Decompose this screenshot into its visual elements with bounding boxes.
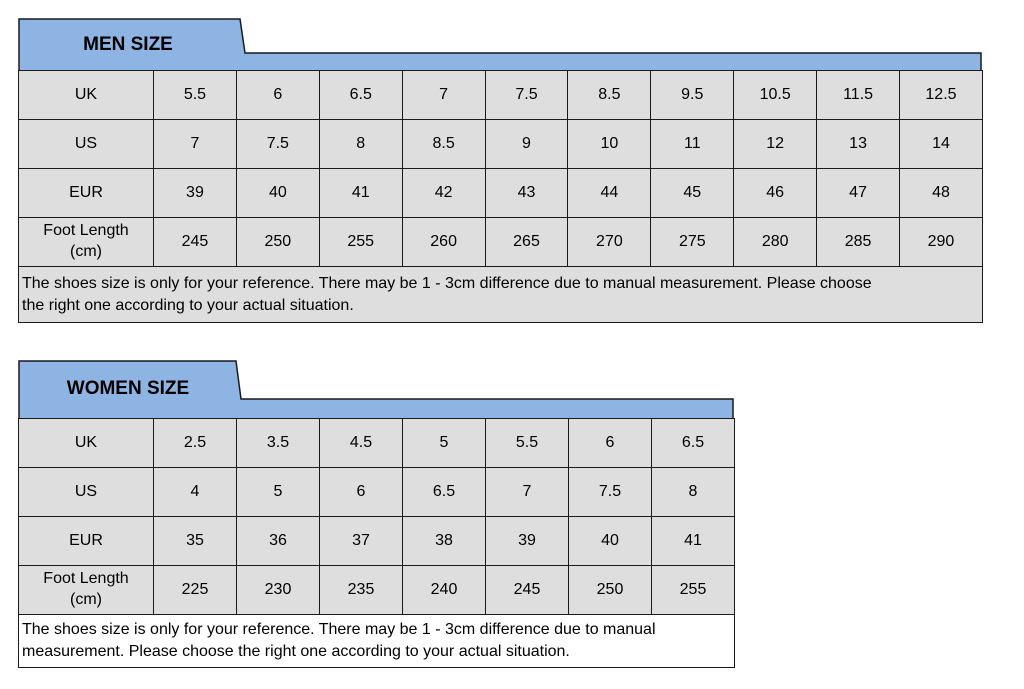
row-label-uk: UK	[19, 419, 154, 468]
size-cell: 6.5	[403, 468, 486, 517]
size-cell: 255	[319, 218, 402, 267]
row-label-line: Foot Length	[43, 222, 129, 240]
size-cell: 41	[652, 517, 735, 566]
note-line: The shoes size is only for your reference. There may be 1 - 3cm difference due to manual measurement. Please choose	[22, 274, 872, 292]
row-label-line: Foot Length	[43, 570, 129, 588]
men-size-title: MEN SIZE	[83, 34, 173, 55]
men-note	[19, 267, 983, 323]
size-cell: 245	[154, 218, 237, 267]
size-cell: 7	[154, 120, 237, 169]
size-cell: 250	[569, 566, 652, 615]
size-cell: 250	[236, 218, 319, 267]
row-label-unit: (cm)	[70, 591, 102, 608]
size-cell: 8.5	[402, 120, 485, 169]
size-cell: 240	[403, 566, 486, 615]
size-cell: 7	[486, 468, 569, 517]
size-cell: 36	[237, 517, 320, 566]
size-cell: 230	[237, 566, 320, 615]
size-cell: 13	[817, 120, 900, 169]
note-line: The shoes size is only for your reference. There may be 1 - 3cm difference due to manual	[22, 621, 656, 638]
size-cell: 44	[568, 169, 651, 218]
size-cell: 46	[734, 169, 817, 218]
size-cell: 6	[236, 71, 319, 120]
size-cell: 10.5	[734, 71, 817, 120]
note-line: the right one according to your actual situation.	[22, 296, 354, 314]
size-cell: 8.5	[568, 71, 651, 120]
note-line: measurement. Please choose the right one according to your actual situation.	[22, 643, 570, 660]
size-cell: 260	[402, 218, 485, 267]
row-label-us: US	[19, 468, 154, 517]
men-row-uk	[19, 71, 983, 120]
size-cell: 37	[320, 517, 403, 566]
row-label-foot-length	[19, 218, 154, 267]
size-cell: 285	[817, 218, 900, 267]
size-cell: 225	[154, 566, 237, 615]
women-row-us	[19, 468, 735, 517]
women-size-table	[18, 418, 735, 668]
row-label-foot-length	[19, 566, 154, 615]
size-cell: 48	[900, 169, 983, 218]
size-cell: 280	[734, 218, 817, 267]
men-size-table	[18, 70, 983, 323]
size-cell: 4.5	[320, 419, 403, 468]
women-row-eur	[19, 517, 735, 566]
size-cell: 245	[486, 566, 569, 615]
women-size-title: WOMEN SIZE	[66, 378, 190, 399]
size-cell: 235	[320, 566, 403, 615]
size-cell: 42	[402, 169, 485, 218]
men-row-foot-length	[19, 218, 983, 267]
size-cell: 41	[319, 169, 402, 218]
size-cell: 5.5	[154, 71, 237, 120]
size-cell: 43	[485, 169, 568, 218]
size-cell: 3.5	[237, 419, 320, 468]
size-cell: 39	[154, 169, 237, 218]
size-cell: 5	[403, 419, 486, 468]
row-label-eur: EUR	[19, 169, 154, 218]
size-cell: 6.5	[652, 419, 735, 468]
size-cell: 12.5	[900, 71, 983, 120]
size-cell: 255	[652, 566, 735, 615]
size-cell: 275	[651, 218, 734, 267]
size-cell: 40	[569, 517, 652, 566]
women-row-foot-length	[19, 566, 735, 615]
size-cell: 6	[569, 419, 652, 468]
women-row-uk	[19, 419, 735, 468]
size-cell: 14	[900, 120, 983, 169]
size-cell: 35	[154, 517, 237, 566]
men-size-chart	[18, 18, 982, 325]
size-cell: 6	[320, 468, 403, 517]
women-note	[19, 615, 735, 668]
size-cell: 5.5	[486, 419, 569, 468]
size-cell: 8	[319, 120, 402, 169]
size-cell: 4	[154, 468, 237, 517]
size-cell: 7.5	[236, 120, 319, 169]
size-cell: 265	[485, 218, 568, 267]
men-row-us	[19, 120, 983, 169]
men-row-eur	[19, 169, 983, 218]
size-cell: 12	[734, 120, 817, 169]
size-cell: 6.5	[319, 71, 402, 120]
size-cell: 39	[486, 517, 569, 566]
size-cell: 40	[236, 169, 319, 218]
size-cell: 270	[568, 218, 651, 267]
size-cell: 8	[652, 468, 735, 517]
size-cell: 38	[403, 517, 486, 566]
men-note-row	[19, 267, 983, 323]
size-cell: 5	[237, 468, 320, 517]
women-size-chart	[18, 360, 734, 670]
row-label-us: US	[19, 120, 154, 169]
size-cell: 10	[568, 120, 651, 169]
size-cell: 2.5	[154, 419, 237, 468]
row-label-eur: EUR	[19, 517, 154, 566]
size-cell: 11.5	[817, 71, 900, 120]
size-cell: 290	[900, 218, 983, 267]
women-note-row	[19, 615, 735, 668]
size-cell: 45	[651, 169, 734, 218]
size-cell: 9	[485, 120, 568, 169]
size-cell: 7	[402, 71, 485, 120]
size-cell: 7.5	[569, 468, 652, 517]
size-cell: 9.5	[651, 71, 734, 120]
size-cell: 7.5	[485, 71, 568, 120]
size-cell: 11	[651, 120, 734, 169]
row-label-unit: (cm)	[70, 243, 102, 260]
row-label-uk: UK	[19, 71, 154, 120]
size-cell: 47	[817, 169, 900, 218]
